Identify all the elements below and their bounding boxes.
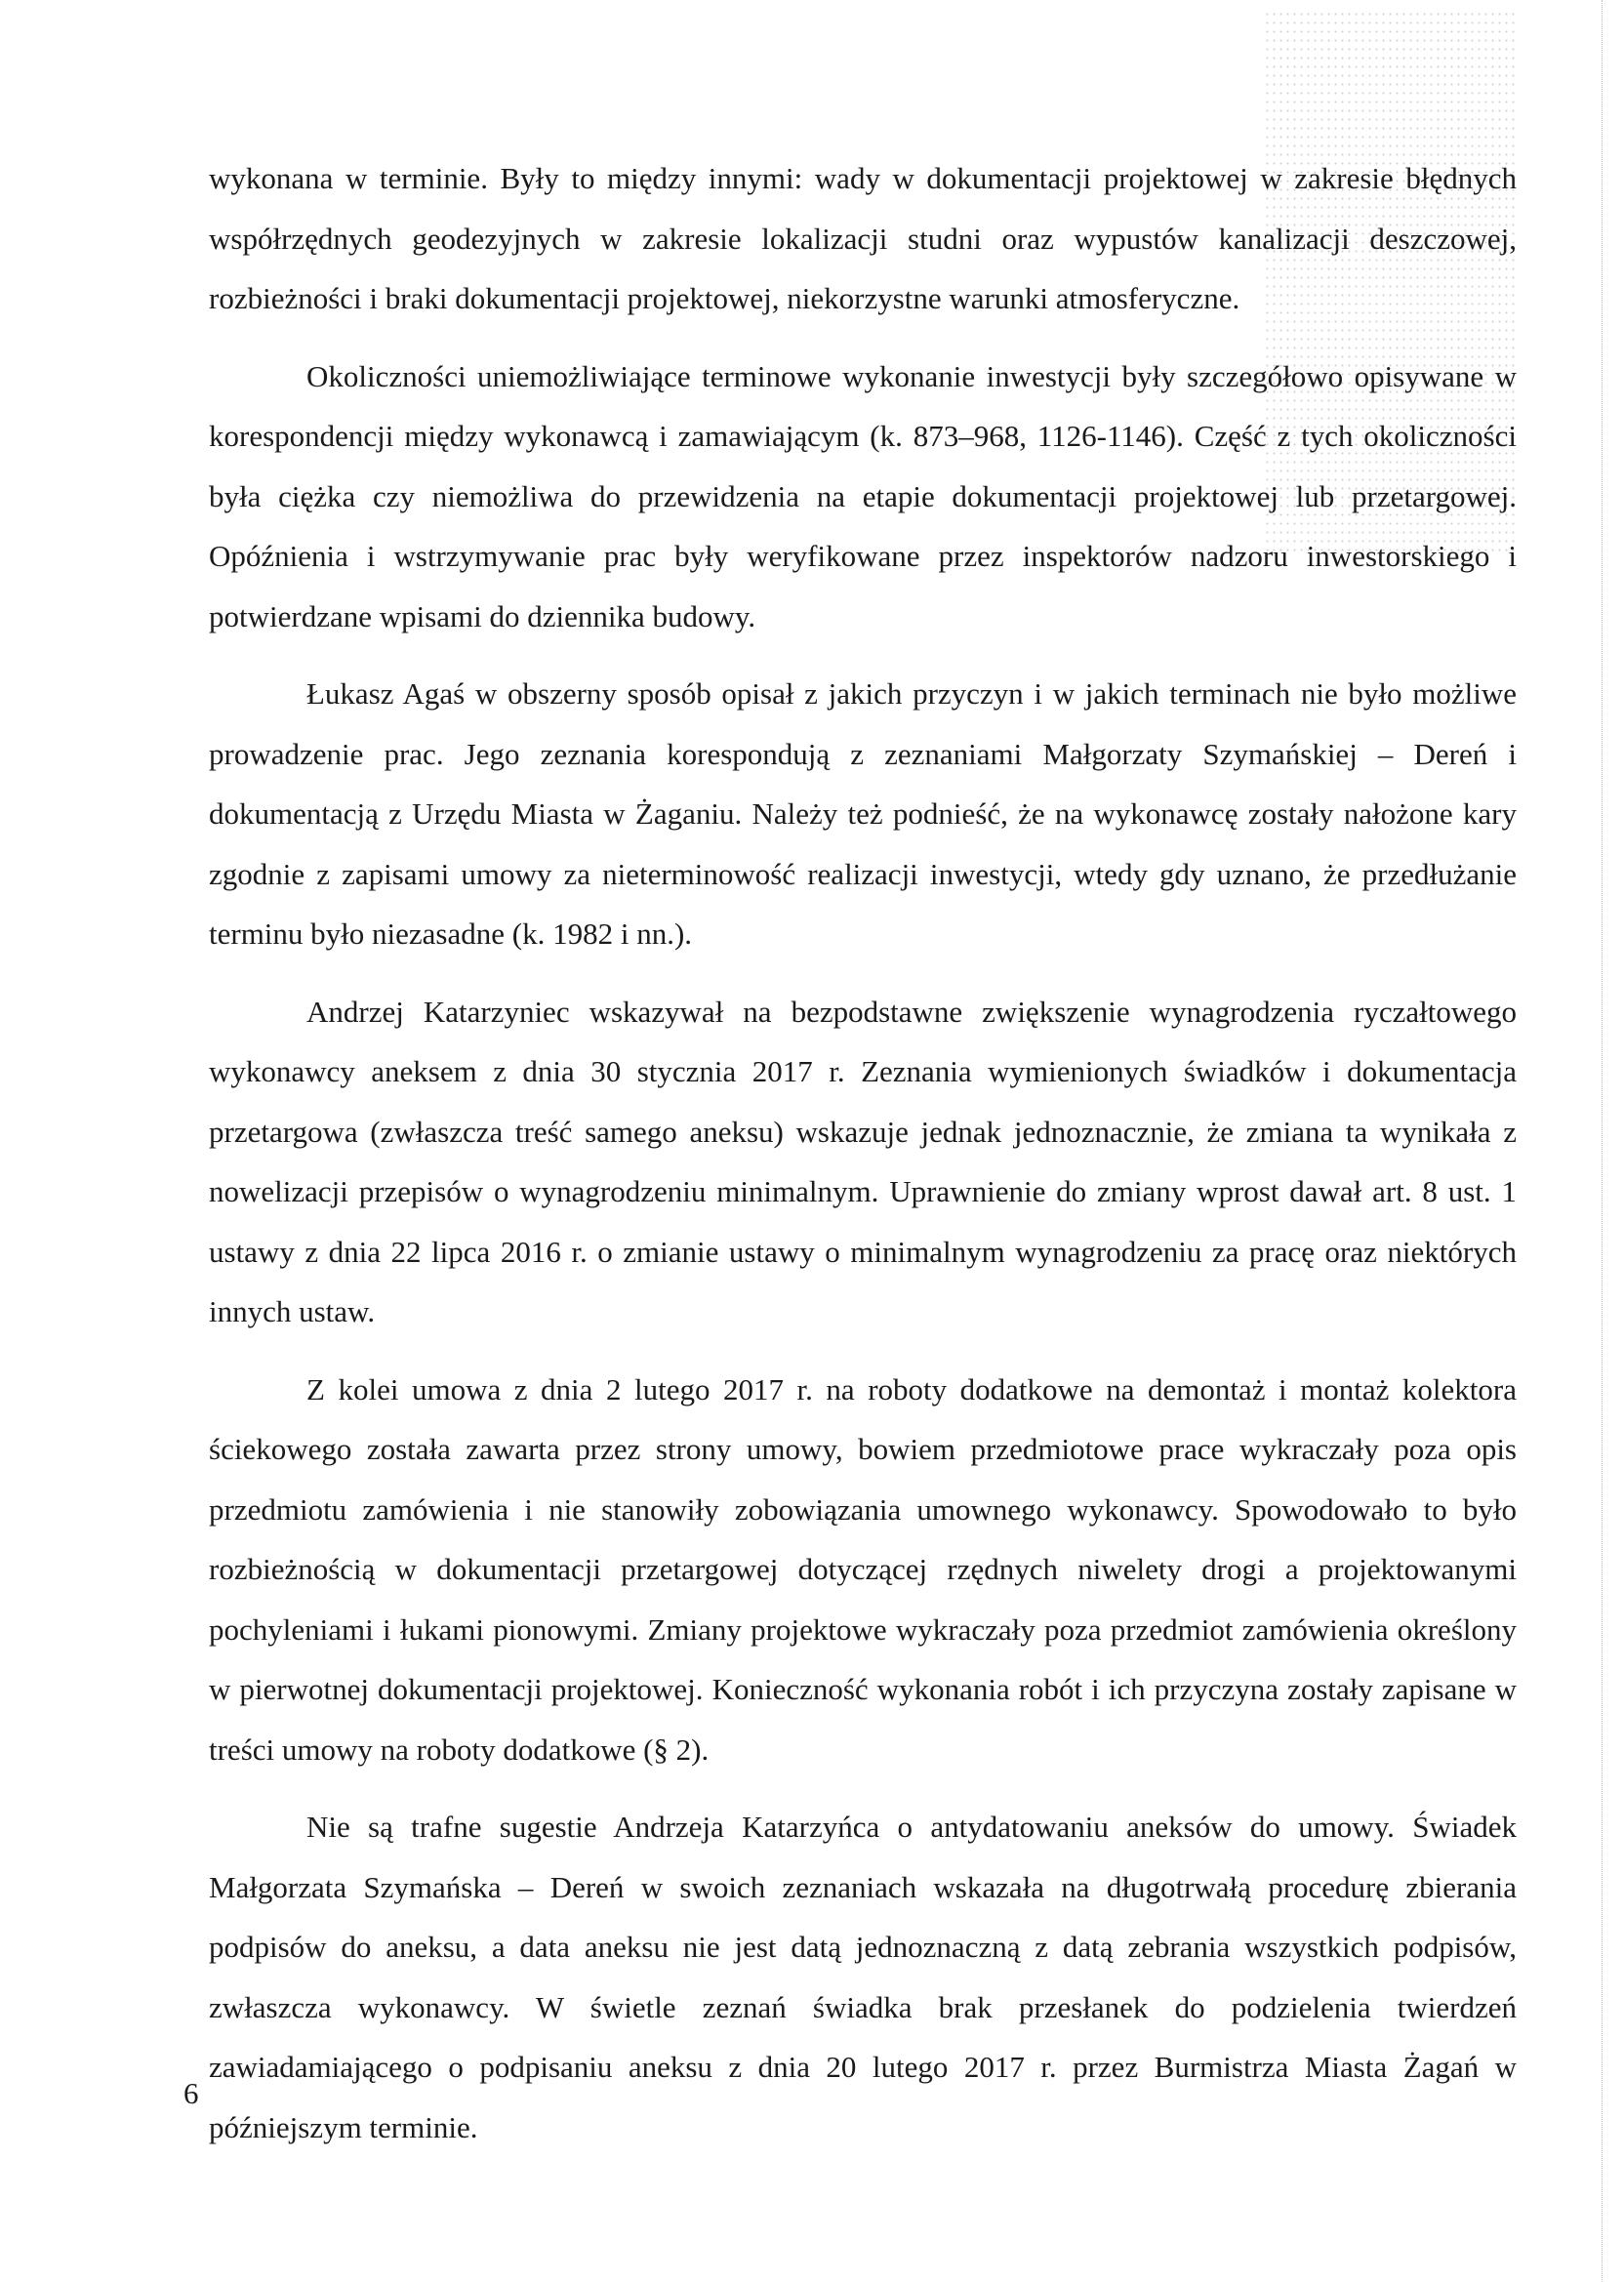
paragraph-3: Łukasz Agaś w obszerny sposób opisał z jakich przyczyn i w jakich terminach nie było możliwe prowadzenie prac. Jego zeznania korespondują z zeznaniami Małgorzaty Szymańskiej – Dereń i dokumentacją z Urzędu Miasta w Żaganiu. Należy też podnieść, że na wykonawcę zostały nałożone kary zgodnie z zapisami umowy za nieterminowość realizacji inwestycji, wtedy gdy uznano, że przedłużanie terminu było niezasadne (k. 1982 i nn.). (209, 676, 1517, 951)
paragraph-6: Nie są trafne sugestie Andrzeja Katarzyńca o antydatowaniu aneksów do umowy. Świadek Małgorzata Szymańska – Dereń w swoich zeznaniach wskazała na długotrwałą procedurę zbierania podpisów do aneksu, a data aneksu nie jest datą jednoznaczną z datą zebrania wszystkich podpisów, zwłaszcza wykonawcy. W świetle zeznań świadka brak przesłanek do podzielenia twierdzeń zawiadamiającego o podpisaniu aneksu z dnia 20 lutego 2017 r. przez Burmistrza Miasta Żagań w późniejszym terminie. (209, 1810, 1517, 2144)
document-body (209, 148, 1517, 2157)
paragraph-4: Andrzej Katarzyniec wskazywał na bezpodstawne zwiększenie wynagrodzenia ryczałtowego wykonawcy aneksem z dnia 30 stycznia 2017 r. Zeznania wymienionych świadków i dokumentacja przetargowa (zwłaszcza treść samego aneksu) wskazuje jednak jednoznacznie, że zmiana ta wynikała z nowelizacji przepisów o wynagrodzeniu minimalnym. Uprawnienie do zmiany wprost dawał art. 8 ust. 1 ustawy z dnia 22 lipca 2016 r. o zmianie ustawy o minimalnym wynagrodzeniu za pracę oraz niektórych innych ustaw. (209, 994, 1517, 1328)
scan-margin-edge (1602, 0, 1603, 2282)
page-number: 6 (183, 2076, 199, 2110)
paragraph-5: Z kolei umowa z dnia 2 lutego 2017 r. na roboty dodatkowe na demontaż i montaż kolektora ściekowego została zawarta przez strony umowy, bowiem przedmiotowe prace wykraczały poza opis przedmiotu zamówienia i nie stanowiły zobowiązania umownego wykonawcy. Spowodowało to było rozbieżnością w dokumentacji przetargowej dotyczącej rzędnych niwelety drogi a projektowanymi pochyleniami i łukami pionowymi. Zmiany projektowe wykraczały poza przedmiot zamówienia określony w pierwotnej dokumentacji projektowej. Konieczność wykonania robót i ich przyczyna zostały zapisane w treści umowy na roboty dodatkowe (§ 2). (209, 1371, 1517, 1767)
paragraph-2: Okoliczności uniemożliwiające terminowe wykonanie inwestycji były szczegółowo opisywane w korespondencji między wykonawcą i zamawiającym (k. 873–968, 1126-1146). Część z tych okoliczności była ciężka czy niemożliwa do przewidzenia na etapie dokumentacji projektowej lub przetargowej. Opóźnienia i wstrzymywanie prac były weryfikowane przez inspektorów nadzoru inwestorskiego i potwierdzane wpisami do dziennika budowy. (209, 358, 1517, 633)
paragraph-1: wykonana w terminie. Były to między innymi: wady w dokumentacji projektowej w zakresie błędnych współrzędnych geodezyjnych w zakresie lokalizacji studni oraz wypustów kanalizacji deszczowej, rozbieżności i braki dokumentacji projektowej, niekorzystne warunki atmosferyczne. (209, 161, 1517, 315)
